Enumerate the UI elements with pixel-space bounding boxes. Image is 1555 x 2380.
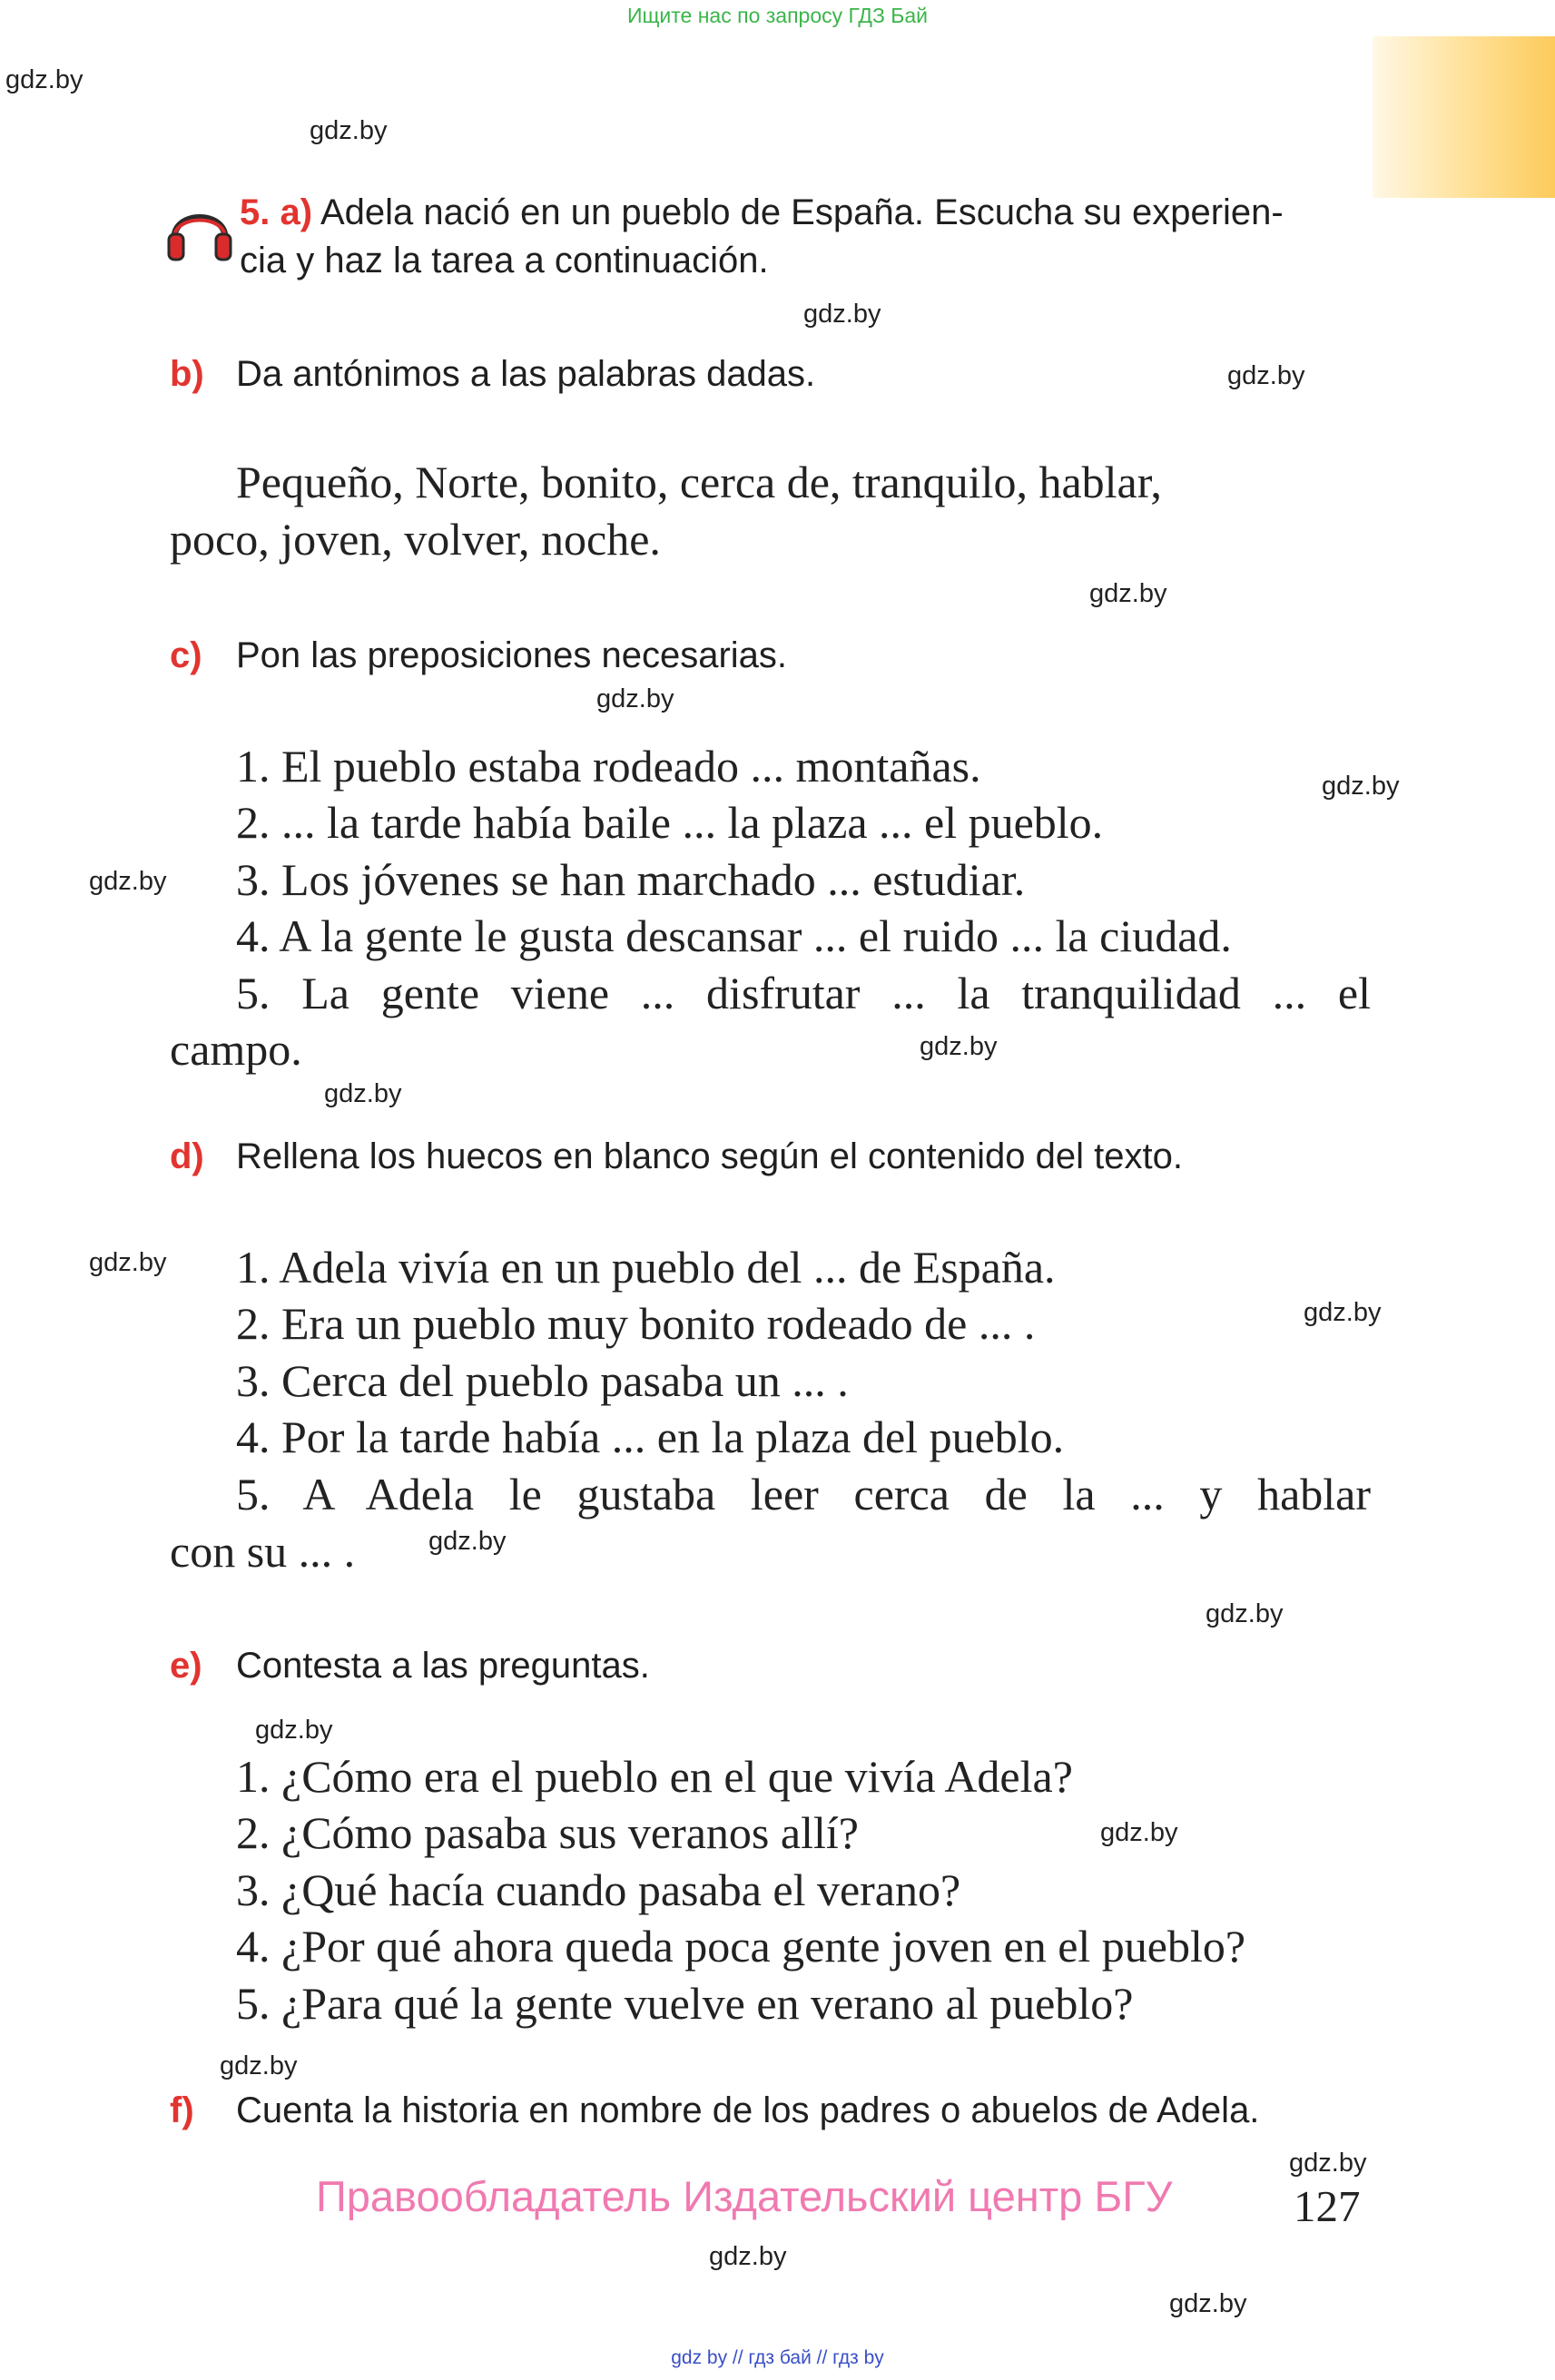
section-c-item-5: 5. La gente viene ... disfrutar ... la tranquilidad ... el bbox=[236, 968, 1371, 1018]
section-c-item-3: 3. Los jóvenes se han marchado ... estudiar. bbox=[236, 854, 1026, 905]
section-d-item-3: 3. Cerca del pueblo pasaba un ... . bbox=[236, 1355, 849, 1406]
section-e-item-2: 2. ¿Cómo pasaba sus veranos allí? bbox=[236, 1807, 859, 1858]
section-e-instruction: Contesta a las preguntas. bbox=[236, 1646, 650, 1686]
section-c-item-2: 2. ... la tarde había baile ... la plaza ... el pueblo. bbox=[236, 797, 1104, 848]
section-e-item-4: 4. ¿Por qué ahora queda poca gente joven en el pueblo? bbox=[236, 1921, 1246, 1972]
section-b-label: b) bbox=[170, 354, 204, 394]
section-b-words-line1: Pequeño, Norte, bonito, cerca de, tranquilo, hablar, bbox=[236, 457, 1162, 507]
section-d-item-1: 1. Adela vivía en un pueblo del ... de España. bbox=[236, 1242, 1056, 1293]
watermark: gdz.by bbox=[920, 1032, 998, 1061]
section-e-item-1: 1. ¿Cómo era el pueblo en el que vivía Adela? bbox=[236, 1751, 1073, 1802]
section-c-instruction: Pon las preposiciones necesarias. bbox=[236, 635, 788, 675]
section-d-item-2: 2. Era un pueblo muy bonito rodeado de ... . bbox=[236, 1298, 1036, 1349]
watermark: gdz.by bbox=[255, 1716, 333, 1745]
watermark: gdz.by bbox=[89, 1248, 167, 1277]
watermark: gdz.by bbox=[428, 1527, 507, 1556]
section-d-item-5: 5. A Adela le gustaba leer cerca de la ... y hablar bbox=[236, 1469, 1371, 1519]
exercise-number: 5. bbox=[240, 192, 271, 232]
section-d-label: d) bbox=[170, 1136, 204, 1176]
watermark: gdz.by bbox=[89, 867, 167, 896]
copyright-notice: Правообладатель Издательский центр БГУ bbox=[316, 2172, 1173, 2220]
watermark: gdz.by bbox=[1304, 1298, 1382, 1327]
section-f-label: f) bbox=[170, 2090, 194, 2130]
watermark: gdz.by bbox=[1169, 2289, 1247, 2318]
watermark: gdz.by bbox=[1100, 1818, 1178, 1847]
watermark: gdz.by bbox=[1206, 1599, 1284, 1628]
watermark: gdz.by bbox=[1322, 772, 1400, 801]
section-d-instruction: Rellena los huecos en blanco según el contenido del texto. bbox=[236, 1136, 1183, 1176]
section-b-instruction: Da antónimos a las palabras dadas. bbox=[236, 354, 816, 394]
section-b-words-line2: poco, joven, volver, noche. bbox=[170, 514, 661, 565]
section-d-item-5-cont: con su ... . bbox=[170, 1526, 356, 1577]
page-corner-decoration bbox=[1373, 36, 1555, 198]
section-a-line2: cia y haz la tarea a continuación. bbox=[240, 241, 769, 280]
watermark: gdz.by bbox=[324, 1079, 402, 1108]
watermark: gdz.by bbox=[1227, 361, 1305, 390]
watermark: gdz.by bbox=[1089, 579, 1167, 608]
section-e-label: e) bbox=[170, 1646, 202, 1686]
watermark: gdz.by bbox=[803, 300, 881, 329]
top-banner[interactable]: Ищите нас по запросу ГДЗ Бай bbox=[626, 4, 929, 27]
bottom-links[interactable]: gdz by // гдз бай // гдз by bbox=[671, 2347, 884, 2368]
watermark: gdz.by bbox=[5, 65, 84, 94]
watermark: gdz.by bbox=[1289, 2149, 1367, 2178]
section-d-item-4: 4. Por la tarde había ... en la plaza del pueblo. bbox=[236, 1411, 1065, 1462]
watermark: gdz.by bbox=[709, 2242, 787, 2271]
watermark: gdz.by bbox=[220, 2051, 298, 2080]
section-c-label: c) bbox=[170, 635, 202, 675]
section-a-label: a) bbox=[280, 192, 313, 232]
section-e-item-5: 5. ¿Para qué la gente vuelve en verano al pueblo? bbox=[236, 1978, 1134, 2029]
watermark: gdz.by bbox=[310, 116, 388, 145]
section-c-item-1: 1. El pueblo estaba rodeado ... montañas. bbox=[236, 741, 981, 792]
watermark: gdz.by bbox=[596, 684, 674, 713]
page-number: 127 bbox=[1294, 2181, 1361, 2231]
section-c-item-5-cont: campo. bbox=[170, 1024, 302, 1075]
section-c-item-4: 4. A la gente le gusta descansar ... el ruido ... la ciudad. bbox=[236, 910, 1232, 961]
section-e-item-3: 3. ¿Qué hacía cuando pasaba el verano? bbox=[236, 1864, 961, 1915]
headphones-icon bbox=[167, 198, 232, 261]
exercise-5a-line1 bbox=[240, 188, 1284, 237]
section-f-instruction: Cuenta la historia en nombre de los padres o abuelos de Adela. bbox=[236, 2090, 1260, 2130]
section-a-text: Adela nació en un pueblo de España. Escucha su experien- bbox=[320, 192, 1284, 232]
